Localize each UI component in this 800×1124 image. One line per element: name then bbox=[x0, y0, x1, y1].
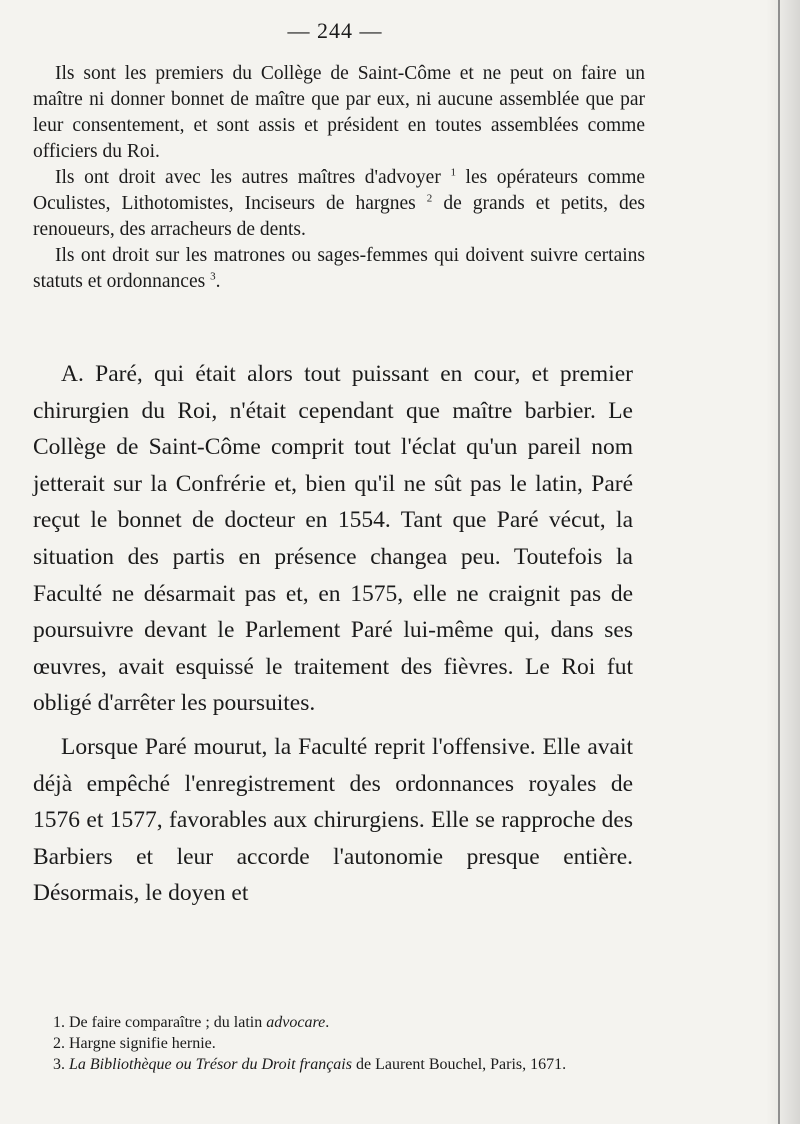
footnote-text: Hargne signifie hernie. bbox=[69, 1035, 216, 1052]
quote-text: Ils ont droit sur les matrones ou sages-femmes qui doivent suivre certains statuts et ordonnances bbox=[33, 245, 645, 292]
footnote-text: . bbox=[325, 1014, 330, 1031]
quote-text: Ils ont droit avec les autres maîtres d'advoyer bbox=[55, 167, 441, 188]
footnote-ref: 3 bbox=[210, 270, 216, 283]
footnote bbox=[33, 1033, 633, 1054]
quote-paragraph bbox=[33, 61, 645, 165]
quote-text: Ils sont les premiers du Collège de Saint-Côme et ne peut on faire un maître ni donner bonnet de maître que par eux, ni aucune assemblée que par leur consentement, et sont assis et président en toutes assemblées comme officiers du Roi. bbox=[33, 63, 645, 162]
page-number: — 244 — bbox=[287, 18, 383, 43]
footnote-text: De faire comparaître ; du latin bbox=[69, 1014, 267, 1031]
footnote bbox=[33, 1054, 633, 1075]
body-paragraph: A. Paré, qui était alors tout puissant en cour, et premier chirurgien du Roi, n'était cependant que maître barbier. Le Collège de Saint-Côme comprit tout l'éclat qu'un pareil nom jetterait sur la Confrérie et, bien qu'il ne sût pas le latin, Paré reçut le bonnet de docteur en 1554. Tant que Paré vécut, la situation des partis en présence changea peu. Toutefois la Faculté ne désarmait pas et, en 1575, elle ne craignit pas de poursuivre devant le Parlement Paré lui-même qui, dans ses œuvres, avait esquissé le traitement des fièvres. Le Roi fut obligé d'arrêter les poursuites. bbox=[33, 361, 633, 717]
footnote-ref: 1 bbox=[450, 166, 456, 179]
footnote-number: 3. bbox=[53, 1056, 65, 1073]
body-paragraph: Lorsque Paré mourut, la Faculté reprit l'offensive. Elle avait déjà empêché l'enregistrement des ordonnances royales de 1576 et 1577, favorables aux chirurgiens. Elle se rapproche des Barbiers et leur accorde l'autonomie presque entière. Désormais, le doyen et bbox=[33, 733, 633, 907]
main-text bbox=[33, 356, 633, 912]
footnote bbox=[33, 1012, 633, 1033]
quote-text: . bbox=[215, 271, 221, 292]
footnote-italic: La Bibliothèque ou Trésor du Droit français bbox=[69, 1056, 352, 1073]
footnote-ref: 2 bbox=[426, 192, 433, 205]
footnote-italic: advocare bbox=[266, 1014, 326, 1031]
quote-text: de grands et petits, des renoueurs, des arracheurs de dents. bbox=[33, 193, 645, 240]
quote-paragraph bbox=[33, 165, 645, 243]
footnotes bbox=[33, 1012, 633, 1075]
footnote-text: de Laurent Bouchel, Paris, 1671. bbox=[351, 1056, 567, 1073]
page-edge-line bbox=[778, 0, 780, 1124]
quoted-statutes bbox=[33, 61, 645, 295]
page-edge-shadow bbox=[766, 0, 800, 1124]
footnote-number: 2. bbox=[53, 1035, 65, 1052]
quote-paragraph bbox=[33, 243, 645, 295]
quote-text: les opérateurs comme Oculistes, Lithotomistes, Inciseurs de hargnes bbox=[33, 167, 646, 214]
footnote-number: 1. bbox=[53, 1014, 65, 1031]
